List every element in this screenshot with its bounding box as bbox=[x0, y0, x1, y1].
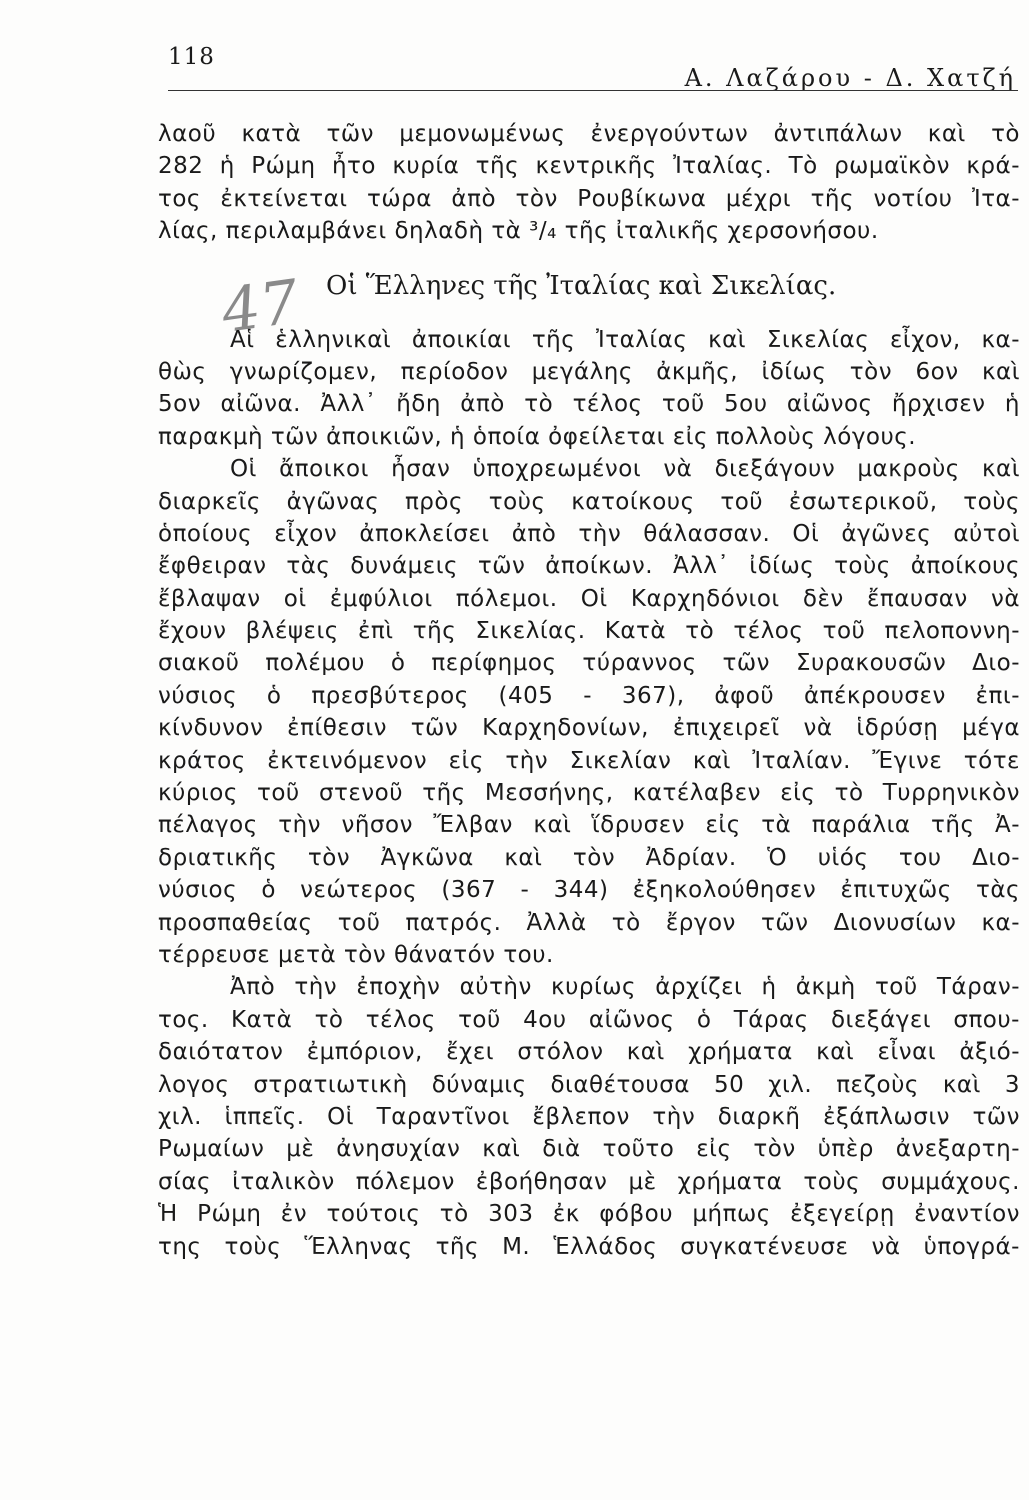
text-line: Ρωμαίων μὲ ἀνησυχίαν καὶ διὰ τοῦτο εἰς τὸν ὑπὲρ ἀνεξαρτη- bbox=[158, 1136, 1020, 1163]
text-line: ἔβλαψαν οἱ ἐμφύλιοι πόλεμοι. Οἱ Καρχηδόνιοι δὲν ἔπαυσαν νὰ bbox=[158, 585, 1020, 612]
text-line: τος ἐκτείνεται τώρα ἀπὸ τὸν Ρουβίκωνα μέχρι τῆς νοτίου Ἰτα- bbox=[158, 185, 1020, 212]
text-line: ἔχουν βλέψεις ἐπὶ τῆς Σικελίας. Κατὰ τὸ τέλος τοῦ πελοποννη- bbox=[158, 618, 1020, 645]
text-line: δριατικῆς τὸν Ἀγκῶνα καὶ τὸν Ἀδρίαν. Ὁ υἱός του Διο- bbox=[158, 844, 1020, 871]
text-line: Ἀπὸ τὴν ἐποχὴν αὐτὴν κυρίως ἀρχίζει ἡ ἀκμὴ τοῦ Τάραν- bbox=[230, 974, 1020, 1001]
body-text bbox=[158, 118, 1020, 1263]
text-line: θὼς γνωρίζομεν, περίοδον μεγάλης ἀκμῆς, ἰδίως τὸν 6ον καὶ bbox=[158, 358, 1020, 385]
paragraph-1 bbox=[158, 324, 1020, 454]
text-line: νύσιος ὁ πρεσβύτερος (405 - 367), ἀφοῦ ἀπέκρουσεν ἐπι- bbox=[158, 682, 1020, 709]
text-line: νύσιος ὁ νεώτερος (367 - 344) ἐξηκολούθησεν ἐπιτυχῶς τὰς bbox=[158, 877, 1020, 904]
text-line: προσπαθείας τοῦ πατρός. Ἀλλὰ τὸ ἔργον τῶν Διονυσίων κα- bbox=[158, 909, 1020, 936]
text-line: κίνδυνον ἐπίθεσιν τῶν Καρχηδονίων, ἐπιχειρεῖ νὰ ἱδρύσῃ μέγα bbox=[158, 715, 1020, 742]
text-line: Ἡ Ρώμη ἐν τούτοις τὸ 303 ἐκ φόβου μήπως ἐξεγείρῃ ἐναντίον bbox=[158, 1201, 1020, 1228]
text-line: τος. Κατὰ τὸ τέλος τοῦ 4ου αἰῶνος ὁ Τάρας διεξάγει σπου- bbox=[158, 1006, 1020, 1033]
text-line: κύριος τοῦ στενοῦ τῆς Μεσσήνης, κατέλαβεν εἰς τὸ Τυρρηνικὸν bbox=[158, 780, 1020, 807]
text-line: 5ον αἰῶνα. Ἀλλ᾽ ἤδη ἀπὸ τὸ τέλος τοῦ 5ου αἰῶνος ἤρχισεν ἡ bbox=[158, 391, 1020, 418]
running-head bbox=[168, 44, 1016, 92]
page-number: 118 bbox=[168, 44, 215, 70]
text-line: σίας ἰταλικὸν πόλεμον ἐβοήθησαν μὲ χρήματα τοὺς συμμάχους. bbox=[158, 1168, 1020, 1195]
running-head-authors: Α. Λαζάρου - Δ. Χατζή bbox=[684, 64, 1016, 92]
text-line: της τοὺς Ἕλληνας τῆς Μ. Ἑλλάδος συγκατένευσε νὰ ὑπογρά- bbox=[158, 1233, 1020, 1260]
paragraph-3 bbox=[158, 971, 1020, 1263]
text-line: χιλ. ἱππεῖς. Οἱ Ταραντῖνοι ἔβλεπον τὴν διαρκῆ ἐξάπλωσιν τῶν bbox=[158, 1103, 1020, 1130]
text-line: ὁποίους εἶχον ἀποκλείσει ἀπὸ τὴν θάλασσαν. Οἱ ἀγῶνες αὐτοὶ bbox=[158, 520, 1020, 547]
text-line: λογος στρατιωτικὴ δύναμις διαθέτουσα 50 χιλ. πεζοὺς καὶ 3 bbox=[158, 1071, 1020, 1098]
text-line: δαιότατον ἐμπόριον, ἔχει στόλον καὶ χρήματα καὶ εἶναι ἀξιό- bbox=[158, 1039, 1020, 1066]
intro-paragraph bbox=[158, 118, 1020, 248]
text-line: τέρρευσε μετὰ τὸν θάνατόν του. bbox=[158, 941, 554, 968]
text-line: ἔφθειραν τὰς δυνάμεις τῶν ἀποίκων. Ἀλλ᾽ ἰδίως τοὺς ἀποίκους bbox=[158, 553, 1020, 580]
text-line: σιακοῦ πολέμου ὁ περίφημος τύραννος τῶν Συρακουσῶν Διο- bbox=[158, 650, 1020, 677]
text-line: Αἱ ἑλληνικαὶ ἀποικίαι τῆς Ἰταλίας καὶ Σικελίας εἶχον, κα- bbox=[230, 326, 1020, 353]
paragraph-2 bbox=[158, 453, 1020, 971]
header-rule bbox=[168, 90, 1018, 91]
text-line: κράτος ἐκτεινόμενον εἰς τὴν Σικελίαν καὶ Ἰταλίαν. Ἔγινε τότε bbox=[158, 747, 1020, 774]
handwritten-margin-note: 47 bbox=[217, 267, 303, 347]
text-line: λίας, περιλαμβάνει δηλαδὴ τὰ ³/₄ τῆς ἰταλικῆς χερσονήσου. bbox=[158, 218, 879, 245]
text-line: διαρκεῖς ἀγῶνας πρὸς τοὺς κατοίκους τοῦ ἐσωτερικοῦ, τοὺς bbox=[158, 488, 1020, 515]
text-line: λαοῦ κατὰ τῶν μεμονωμένως ἐνεργούντων ἀντιπάλων καὶ τὸ bbox=[158, 121, 1020, 147]
text-line: 282 ἡ Ρώμη ἦτο κυρία τῆς κεντρικῆς Ἰταλίας. Τὸ ρωμαϊκὸν κρά- bbox=[158, 153, 1020, 180]
text-line: πέλαγος τὴν νῆσον Ἔλβαν καὶ ἵδρυσεν εἰς τὰ παράλια τῆς Ἀ- bbox=[158, 812, 1020, 839]
text-line: Οἱ ἄποικοι ἦσαν ὑποχρεωμένοι νὰ διεξάγουν μακροὺς καὶ bbox=[230, 456, 1020, 483]
section-heading: Οἱ Ἕλληνες τῆς Ἰταλίας καὶ Σικελίας. bbox=[326, 270, 837, 301]
text-line: παρακμὴ τῶν ἀποικιῶν, ἡ ὁποία ὀφείλεται εἰς πολλοὺς λόγους. bbox=[158, 423, 917, 450]
